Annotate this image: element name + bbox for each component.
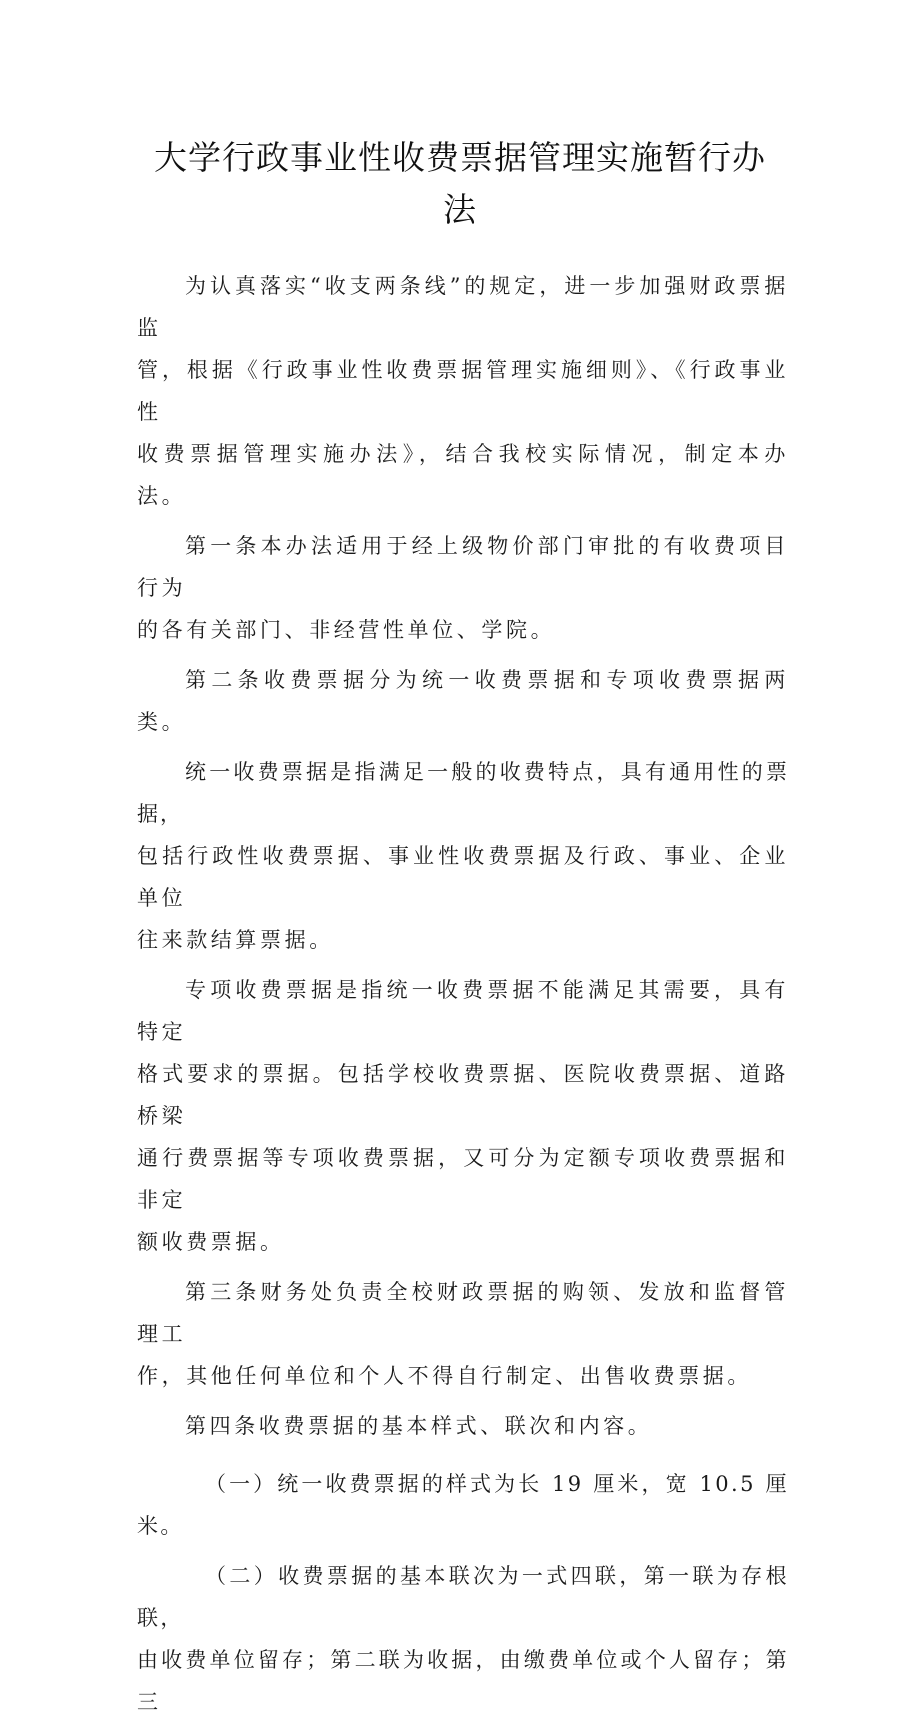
text-line: 包括行政性收费票据、事业性收费票据及行政、事业、企业单位: [137, 844, 789, 910]
paragraph-article-1: [137, 525, 789, 651]
text-line: 管，根据《行政事业性收费票据管理实施细则》、《行政事业性: [137, 358, 789, 424]
text-line: 第三条财务处负责全校财政票据的购领、发放和监督管理工: [137, 1280, 789, 1346]
text-line: 作，其他任何单位和个人不得自行制定、出售收费票据。: [137, 1364, 752, 1388]
text-line: 第一条本办法适用于经上级物价部门审批的有收费项目行为: [137, 534, 789, 600]
text-line: 收费票据管理实施办法》，结合我校实际情况，制定本办法。: [137, 442, 789, 508]
paragraph-preamble: [137, 265, 789, 517]
paragraph-item-2: [137, 1555, 789, 1723]
text-line: 额收费票据。: [137, 1230, 285, 1254]
text-line: （一）统一收费票据的样式为长 19 厘米，宽 10.5 厘米。: [137, 1472, 789, 1538]
text-line: 格式要求的票据。包括学校收费票据、医院收费票据、道路桥梁: [137, 1062, 789, 1128]
paragraph-article-4: [137, 1405, 789, 1447]
text-line: 的各有关部门、非经营性单位、学院。: [137, 618, 556, 642]
paragraph-unified-receipts: [137, 751, 789, 961]
text-line: 往来款结算票据。: [137, 928, 334, 952]
text-line: 第四条收费票据的基本样式、联次和内容。: [185, 1414, 653, 1438]
document-body: [137, 265, 789, 1731]
paragraph-article-3: [137, 1271, 789, 1397]
text-line: 统一收费票据是指满足一般的收费特点，具有通用性的票据，: [137, 760, 789, 826]
document-title-line-2: 法: [443, 190, 477, 229]
text-line: 专项收费票据是指统一收费票据不能满足其需要，具有特定: [137, 978, 789, 1044]
document-title-line-1: 大学行政事业性收费票据管理实施暂行办: [154, 138, 766, 177]
text-line: （二）收费票据的基本联次为一式四联，第一联为存根联，: [137, 1564, 789, 1630]
text-line: 第二条收费票据分为统一收费票据和专项收费票据两类。: [137, 668, 789, 734]
text-line: 由收费单位留存；第二联为收据，由缴费单位或个人留存；第三: [137, 1648, 789, 1714]
paragraph-article-2: [137, 659, 789, 743]
document-title: [135, 132, 785, 236]
paragraph-item-1: [137, 1463, 789, 1547]
text-line: 为认真落实“收支两条线”的规定，进一步加强财政票据监: [137, 274, 789, 340]
text-line: 通行费票据等专项收费票据，又可分为定额专项收费票据和非定: [137, 1146, 789, 1212]
paragraph-special-receipts: [137, 969, 789, 1263]
